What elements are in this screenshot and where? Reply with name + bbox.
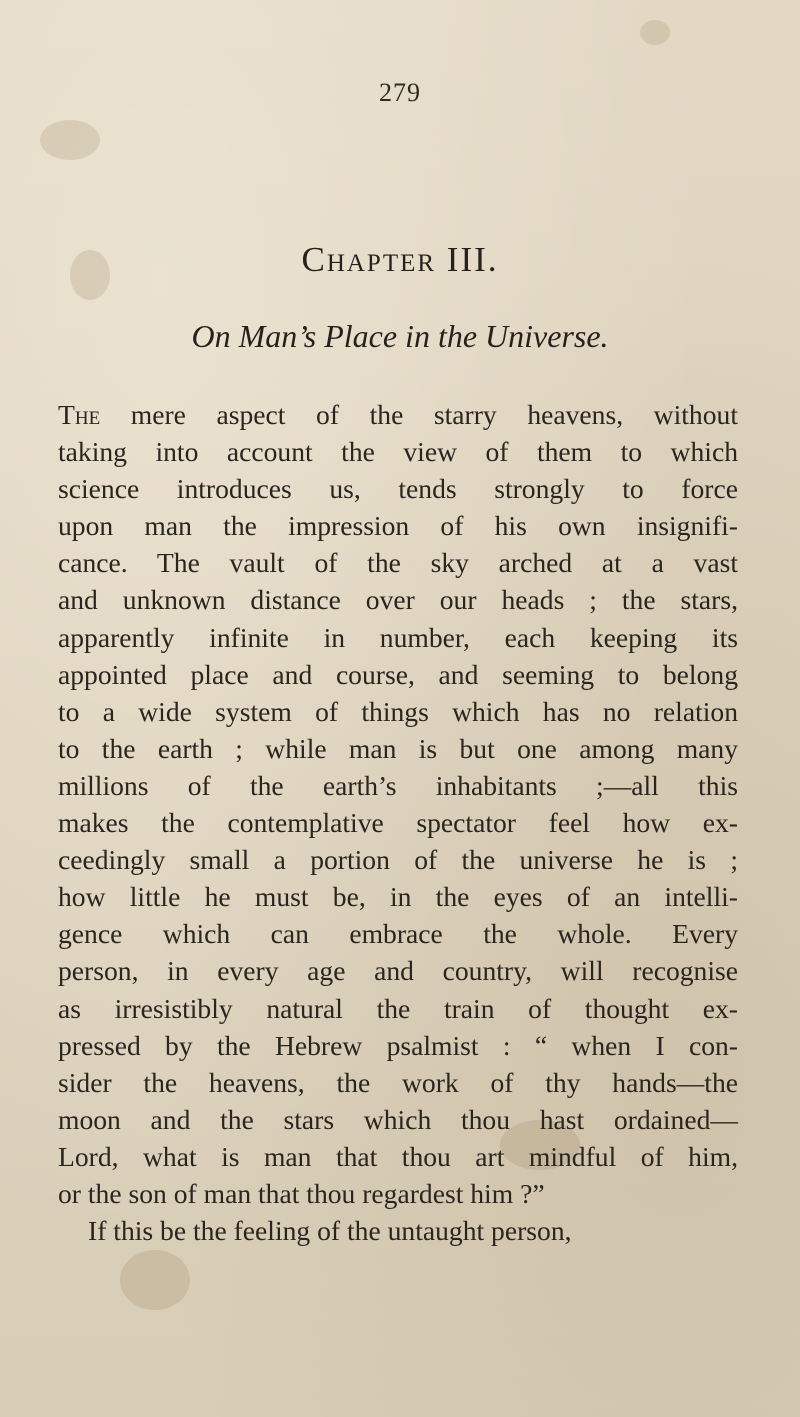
text-line: how little he must be, in the eyes of an intelli- bbox=[58, 881, 738, 913]
text-line: and unknown distance over our heads ; the stars, bbox=[58, 584, 738, 616]
paper-stain bbox=[40, 120, 100, 160]
text-line-content: mere aspect of the starry heavens, without bbox=[100, 399, 738, 430]
body-paragraph bbox=[58, 396, 738, 1249]
text-line bbox=[58, 396, 738, 433]
chapter-heading: Chapter III. bbox=[301, 240, 499, 279]
text-line: apparently infinite in number, each keeping its bbox=[58, 621, 738, 653]
text-line: gence which can embrace the whole. Every bbox=[58, 918, 738, 950]
first-word: The bbox=[58, 399, 101, 430]
text-line: to a wide system of things which has no relation bbox=[58, 695, 738, 727]
text-line: moon and the stars which thou hast ordained— bbox=[58, 1103, 738, 1135]
text-line: science introduces us, tends strongly to force bbox=[58, 473, 738, 505]
text-line: pressed by the Hebrew psalmist : “ when I con- bbox=[58, 1029, 738, 1061]
text-line: Lord, what is man that thou art mindful of him, bbox=[58, 1140, 738, 1172]
text-line: millions of the earth’s inhabitants ;—all this bbox=[58, 769, 738, 801]
page-number: 279 bbox=[379, 78, 421, 107]
text-line: to the earth ; while man is but one among many bbox=[58, 732, 738, 764]
text-line: upon man the impression of his own insignifi- bbox=[58, 510, 738, 542]
text-line: ceedingly small a portion of the universe he is ; bbox=[58, 844, 738, 876]
text-line: person, in every age and country, will recognise bbox=[58, 955, 738, 987]
text-line: as irresistibly natural the train of thought ex- bbox=[58, 992, 738, 1024]
text-line: makes the contemplative spectator feel how ex- bbox=[58, 807, 738, 839]
text-line: appointed place and course, and seeming to belong bbox=[58, 658, 738, 690]
text-line: cance. The vault of the sky arched at a vast bbox=[58, 547, 738, 579]
paper-stain bbox=[640, 20, 670, 45]
paper-stain bbox=[120, 1250, 190, 1310]
text-line: or the son of man that thou regardest him ?” bbox=[58, 1177, 545, 1209]
text-line: If this be the feeling of the untaught person, bbox=[88, 1215, 572, 1247]
chapter-subtitle: On Man’s Place in the Universe. bbox=[191, 318, 609, 354]
text-line: sider the heavens, the work of thy hands—the bbox=[58, 1066, 738, 1098]
text-line: taking into account the view of them to which bbox=[58, 436, 738, 468]
